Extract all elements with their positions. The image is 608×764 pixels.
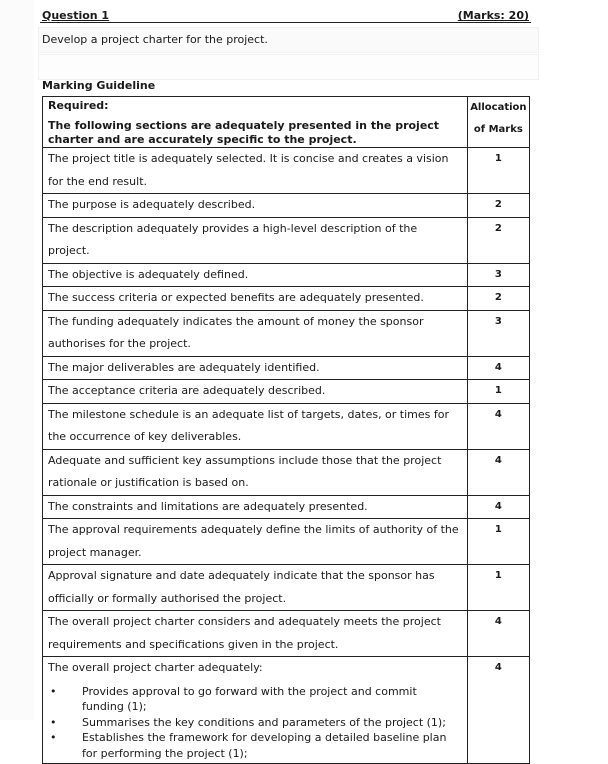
rubric-row: [43, 495, 530, 519]
rubric-row: [43, 356, 530, 380]
required-label: Required:: [48, 99, 109, 112]
criterion-marks: 3: [467, 310, 529, 356]
final-criterion-cell: [43, 657, 468, 764]
final-criterion-text: The overall project charter adequately:: [48, 661, 263, 674]
criterion-text: The objective is adequately defined.: [43, 263, 468, 287]
criterion-text: The funding adequately indicates the amount of money the sponsor authorises for the project.: [43, 310, 468, 356]
rubric-row: [43, 194, 530, 218]
marking-rubric-table: [42, 96, 530, 764]
required-text: The following sections are adequately presented in the project charter and are accurately specific to the project.: [48, 119, 440, 146]
question-title: Question 1: [42, 9, 110, 22]
criterion-text: Approval signature and date adequately indicate that the sponsor has officially or formally authorised the project.: [43, 565, 468, 611]
bullet-item: • Establishes the framework for developing a detailed baseline plan for performing the project (1);: [48, 730, 462, 761]
criterion-text: The milestone schedule is an adequate list of targets, dates, or times for the occurrence of key deliverables.: [43, 403, 468, 449]
criterion-text: The description adequately provides a high-level description of the project.: [43, 217, 468, 263]
criterion-marks: 4: [467, 356, 529, 380]
question-marks: (Marks: 20): [457, 9, 529, 22]
rubric-row: [43, 263, 530, 287]
allocation-header: [467, 97, 529, 148]
criterion-text: Adequate and sufficient key assumptions include those that the project rationale or justification is based on.: [43, 449, 468, 495]
rubric-row: [43, 287, 530, 311]
allocation-header-line1: Allocation: [470, 102, 527, 113]
criterion-marks: 2: [467, 287, 529, 311]
rubric-row: [43, 565, 530, 611]
criterion-marks: 4: [467, 403, 529, 449]
criterion-text: The success criteria or expected benefits are adequately presented.: [43, 287, 468, 311]
rubric-row: [43, 310, 530, 356]
criterion-text: The project title is adequately selected. It is concise and creates a vision for the end result.: [43, 148, 468, 194]
criterion-marks: 1: [467, 380, 529, 404]
criterion-marks: 1: [467, 565, 529, 611]
criterion-text: The major deliverables are adequately identified.: [43, 356, 468, 380]
question-header: [40, 9, 531, 23]
task-text: Develop a project charter for the project.: [42, 33, 268, 46]
criterion-marks: 1: [467, 519, 529, 565]
rubric-row-final: [43, 657, 530, 764]
criterion-text: The purpose is adequately described.: [43, 194, 468, 218]
criterion-text: The overall project charter considers and adequately meets the project requirements and specifications given in the project.: [43, 611, 468, 657]
final-criterion-marks: 4: [467, 657, 529, 764]
criterion-marks: 2: [467, 194, 529, 218]
allocation-header-line2: of Marks: [473, 124, 523, 135]
rubric-row: [43, 449, 530, 495]
criterion-text: The acceptance criteria are adequately described.: [43, 380, 468, 404]
criterion-text: The approval requirements adequately define the limits of authority of the project manager.: [43, 519, 468, 565]
bullet-item: • Provides approval to go forward with the project and commit funding (1);: [48, 684, 462, 715]
criterion-text: The constraints and limitations are adequately presented.: [43, 495, 468, 519]
rubric-header-row: [43, 97, 530, 148]
spacer-box: [38, 54, 539, 80]
rubric-row: [43, 380, 530, 404]
rubric-row: [43, 217, 530, 263]
criterion-marks: 4: [467, 495, 529, 519]
rubric-row: [43, 611, 530, 657]
criterion-marks: 2: [467, 217, 529, 263]
required-cell: [43, 97, 468, 148]
rubric-row: [43, 148, 530, 194]
rubric-row: [43, 403, 530, 449]
bullet-item: • Summarises the key conditions and parameters of the project (1);: [48, 715, 462, 731]
criterion-marks: 4: [467, 449, 529, 495]
marking-guideline-title: Marking Guideline: [42, 79, 156, 92]
rubric-row: [43, 519, 530, 565]
final-criterion-bullets: [48, 680, 462, 764]
criterion-marks: 1: [467, 148, 529, 194]
criterion-marks: 4: [467, 611, 529, 657]
page-margin: [0, 0, 34, 720]
criterion-marks: 3: [467, 263, 529, 287]
